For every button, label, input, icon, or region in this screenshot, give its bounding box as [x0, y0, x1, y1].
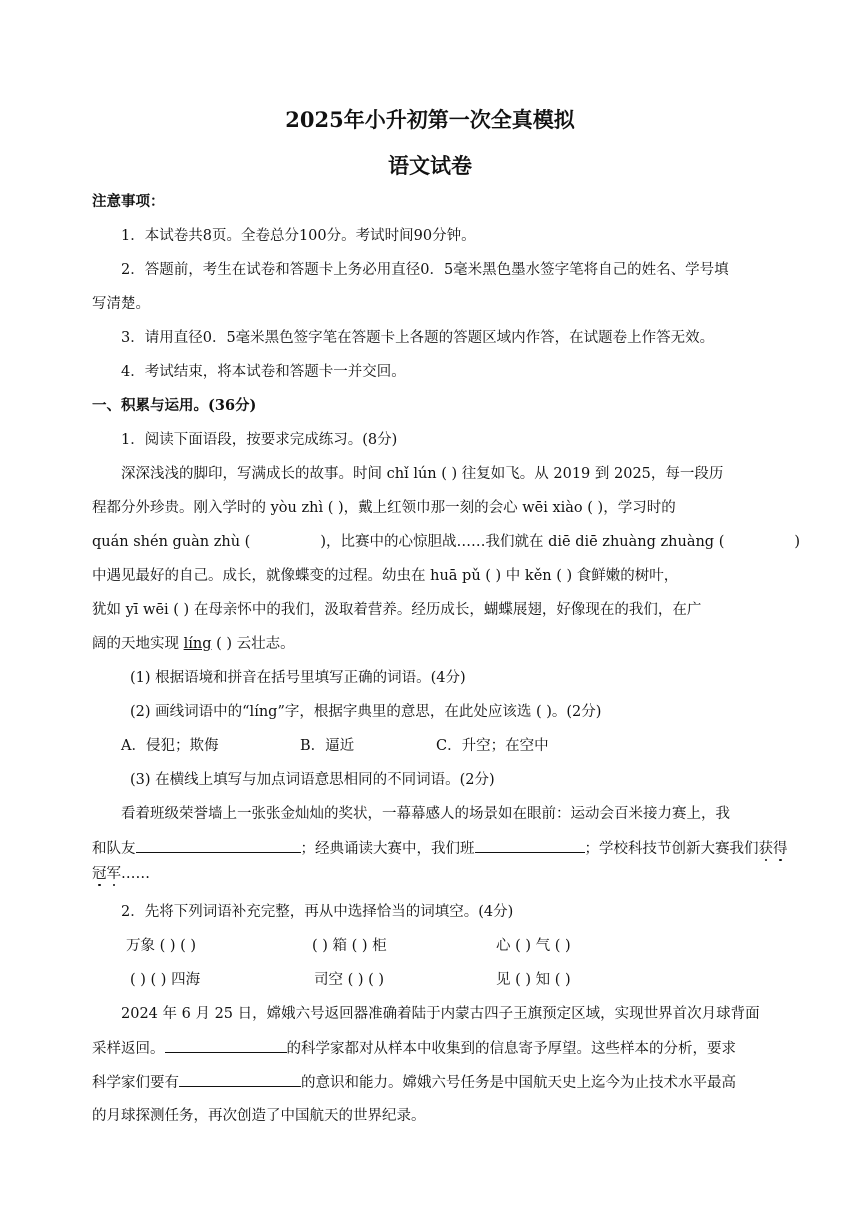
q1-sub3-passage-1: 看着班级荣誉墙上一张张金灿灿的奖状，一幕幕感人的场景如在眼前：运动会百米接力赛上，我: [121, 806, 730, 822]
q2-passage-4: 的月球探测任务，再次创造了中国航天的世界纪录。: [92, 1108, 426, 1124]
passage-text: 的科学家都对从样本中收集到的信息寄予厚望。这些样本的分析，要求: [286, 1041, 736, 1057]
q1-passage-line-6: [92, 634, 295, 654]
q2-word-4: ( ) ( ) 四海: [130, 972, 201, 988]
notice-item-4: 4．考试结束，将本试卷和答题卡一并交回。: [121, 364, 406, 380]
q1-sub3-passage-2: [92, 838, 788, 859]
notice-heading: 注意事项：: [92, 193, 165, 210]
q1-passage-line-3: [92, 532, 800, 552]
q2-word-2: ( ) 箱 ( ) 柜: [312, 938, 387, 954]
passage-text: ……: [121, 866, 150, 882]
option-b: B．逼近: [300, 738, 355, 754]
passage-text: )，比赛中的心惊胆战……我们就在 diē diē zhuàng zhuàng (: [320, 534, 725, 550]
q2-word-3: 心 ( ) 气 ( ): [496, 938, 571, 954]
notice-item-1: 1．本试卷共8页。全卷总分100分。考试时间90分钟。: [121, 228, 476, 244]
q1-passage-line-4: 中遇见最好的自己。成长，就像蝶变的过程。幼虫在 huā pǔ ( ) 中 kěn ( ) 食鲜嫩的树叶，: [92, 568, 679, 584]
q2-passage-2: [92, 1038, 736, 1059]
answer-blank-1[interactable]: [136, 838, 301, 853]
dotted-char: 军: [106, 866, 121, 882]
passage-text: 采样返回。: [92, 1041, 165, 1057]
passage-text: ( ) 云壮志。: [211, 636, 295, 652]
q2-word-5: 司空 ( ) ( ): [314, 972, 385, 988]
option-a: A．侵犯；欺侮: [121, 738, 219, 754]
q1-sub-2: (2) 画线词语中的“líng”字，根据字典里的意思，在此处应该选 ( )。(2分): [130, 704, 602, 720]
dotted-char: 冠: [92, 866, 107, 882]
q2-passage-1: 2024 年 6 月 25 日，嫦娥六号返回器准确着陆于内蒙古四子王旗预定区域，实现世界首次月球背面: [121, 1006, 760, 1022]
notice-item-2-cont: 写清楚。: [92, 296, 150, 312]
q1-passage-line-1: 深深浅浅的脚印，写满成长的故事。时间 chǐ lún ( ) 往复如飞。从 2019 到 2025，每一段历: [121, 466, 724, 482]
dotted-char: 得: [773, 841, 788, 857]
pinyin-quan-shen-guan-zhu: quán shén guàn zhù (: [92, 534, 251, 550]
q2-word-6: 见 ( ) 知 ( ): [496, 972, 571, 988]
answer-blank-3[interactable]: [165, 1038, 287, 1053]
q1-intro: 1．阅读下面语段，按要求完成练习。(8分): [121, 432, 398, 448]
passage-text: 和队友: [92, 841, 136, 857]
answer-blank-4[interactable]: [179, 1072, 301, 1087]
page-title: 2025年小升初第一次全真模拟: [285, 107, 575, 132]
answer-blank-2[interactable]: [475, 838, 585, 853]
passage-text: 科学家们要有: [92, 1075, 179, 1091]
notice-item-2: 2．答题前，考生在试卷和答题卡上务必用直径0．5毫米黑色墨水签字笔将自己的姓名、学号填: [121, 262, 729, 278]
q2-word-1: 万象 ( ) ( ): [126, 938, 197, 954]
closing-paren: ): [794, 534, 801, 550]
option-c: C．升空；在空中: [436, 738, 549, 754]
q2-passage-3: [92, 1072, 736, 1093]
passage-text: ；经典诵读大赛中，我们班: [300, 841, 475, 857]
passage-text: 的意识和能力。嫦娥六号任务是中国航天史上迄今为止技术水平最高: [301, 1075, 736, 1091]
passage-text: 阔的天地实现: [92, 636, 184, 652]
q1-passage-line-5: 犹如 yī wēi ( ) 在母亲怀中的我们，汲取着营养。经历成长，蝴蝶展翅，好像现在的我们，在广: [92, 602, 702, 618]
q1-sub-3: (3) 在横线上填写与加点词语意思相同的不同词语。(2分): [130, 772, 495, 788]
page-subtitle: 语文试卷: [388, 153, 472, 178]
passage-text: ；学校科技节创新大赛我们: [584, 841, 759, 857]
q1-sub3-passage-3: [92, 864, 150, 884]
q1-passage-line-2: 程都分外珍贵。刚入学时的 yòu zhì ( )，戴上红领巾那一刻的会心 wēi xiào ( )，学习时的: [92, 500, 676, 516]
q1-sub-1: (1) 根据语境和拼音在括号里填写正确的词语。(4分): [130, 670, 466, 686]
notice-item-3: 3．请用直径0．5毫米黑色签字笔在答题卡上各题的答题区域内作答，在试题卷上作答无效。: [121, 330, 715, 346]
section-1-heading: 一、积累与运用。(36分): [92, 397, 257, 414]
underlined-ling: líng: [183, 636, 212, 652]
dotted-char: 获: [758, 841, 773, 857]
q2-intro: 2．先将下列词语补充完整，再从中选择恰当的词填空。(4分): [121, 904, 514, 920]
